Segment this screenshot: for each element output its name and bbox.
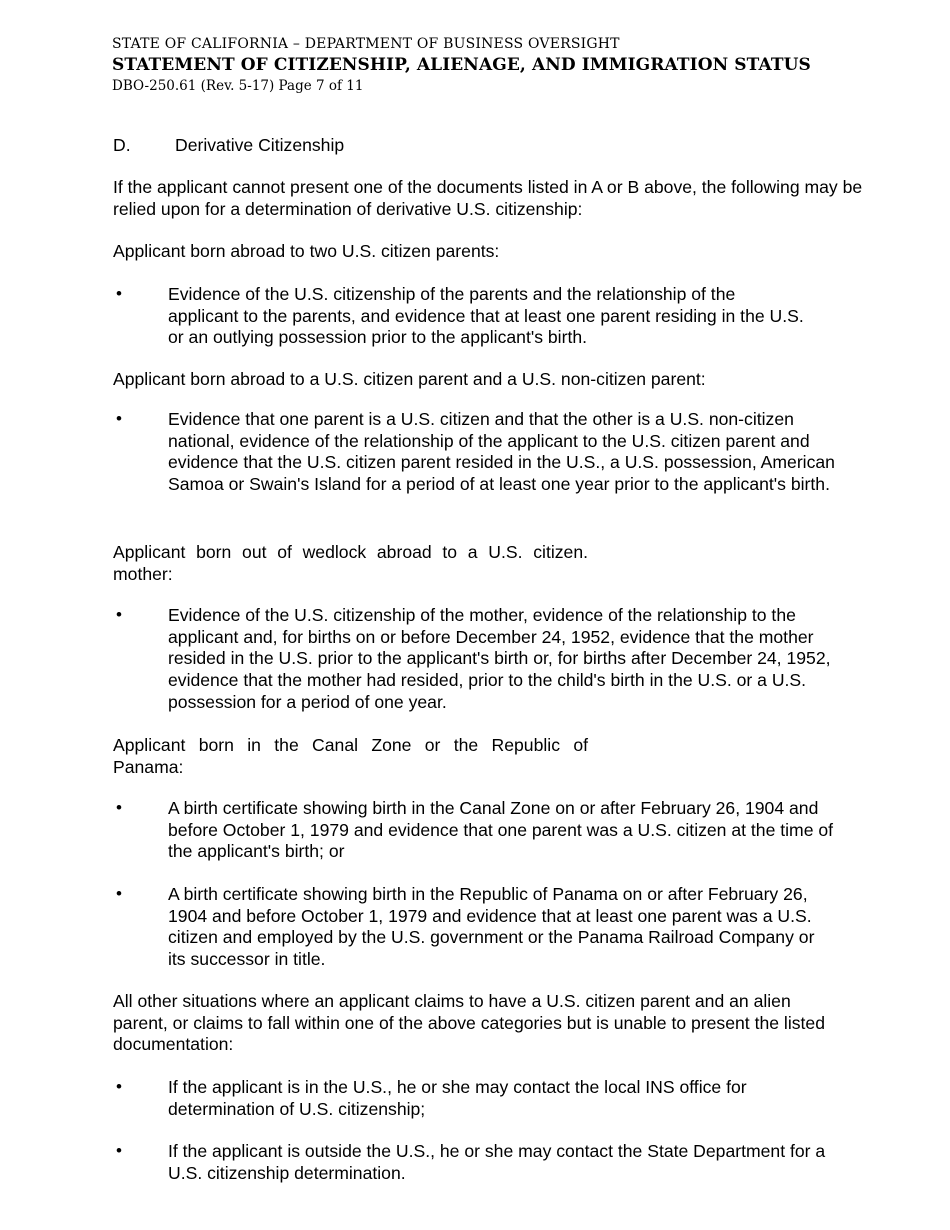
bullet-icon: • xyxy=(116,284,122,303)
group-heading-other-situations: All other situations where an applicant claims to have a U.S. citizen parent and an alien parent, or claims to fall within one of the above categories but is unable to present the listed documentation: xyxy=(113,991,825,1055)
group-heading-out-of-wedlock: Applicant born out of wedlock abroad to a U.S. citizen. mother: xyxy=(113,542,588,584)
list-item: If the applicant is in the U.S., he or she may contact the local INS office for determination of U.S. citizenship; xyxy=(168,1077,747,1119)
section-title: Derivative Citizenship xyxy=(175,135,345,155)
bullet-icon: • xyxy=(116,884,122,903)
bullet-icon: • xyxy=(116,1141,122,1160)
group-heading-citizen-noncitizen-parent: Applicant born abroad to a U.S. citizen parent and a U.S. non-citizen parent: xyxy=(113,369,706,389)
form-page-info: DBO-250.61 (Rev. 5-17) Page 7 of 11 xyxy=(112,78,364,94)
section-letter: D. xyxy=(113,135,131,155)
agency-header: STATE OF CALIFORNIA – DEPARTMENT OF BUSINESS OVERSIGHT xyxy=(112,36,620,52)
list-item: If the applicant is outside the U.S., he or she may contact the State Department for a U.S. citizenship determination. xyxy=(168,1141,826,1183)
bullet-icon: • xyxy=(116,605,122,624)
bullet-icon: • xyxy=(116,798,122,817)
bullet-icon: • xyxy=(116,1077,122,1096)
list-item: Evidence of the U.S. citizenship of the mother, evidence of the relationship to the applicant and, for births on or before December 24, 1952, evidence that the mother resided in the U.S. prior to the applicant's birth or, for births after December 24, 1952, evidence that the mother had resided, prior to the child's birth in the U.S. or a U.S. possession for a period of one year. xyxy=(168,605,831,712)
list-item: A birth certificate showing birth in the Canal Zone on or after February 26, 1904 and before October 1, 1979 and evidence that one parent was a U.S. citizen at the time of the applicant's birth; or xyxy=(168,798,834,862)
group-heading-canal-zone: Applicant born in the Canal Zone or the Republic of Panama: xyxy=(113,735,588,777)
bullet-icon: • xyxy=(116,409,122,428)
group-heading-two-citizen-parents: Applicant born abroad to two U.S. citizen parents: xyxy=(113,241,500,261)
list-item: Evidence of the U.S. citizenship of the parents and the relationship of the applicant to the parents, and evidence that at least one parent residing in the U.S. or an outlying possession prior to the applicant's birth. xyxy=(168,284,804,348)
form-title: STATEMENT OF CITIZENSHIP, ALIENAGE, AND IMMIGRATION STATUS xyxy=(112,55,811,75)
list-item: Evidence that one parent is a U.S. citizen and that the other is a U.S. non-citizen national, evidence of the relationship of the applicant to the U.S. citizen parent and evidence that the U.S. citizen parent resided in the U.S., a U.S. possession, American Samoa or Swain's Island for a period of at least one year prior to the applicant's birth. xyxy=(168,409,835,495)
intro-paragraph: If the applicant cannot present one of the documents listed in A or B above, the following may be relied upon for a determination of derivative U.S. citizenship: xyxy=(113,177,863,219)
list-item: A birth certificate showing birth in the Republic of Panama on or after February 26, 1904 and before October 1, 1979 and evidence that at least one parent was a U.S. citizen and employed by the U.S. government or the Panama Railroad Company or its successor in title. xyxy=(168,884,815,970)
